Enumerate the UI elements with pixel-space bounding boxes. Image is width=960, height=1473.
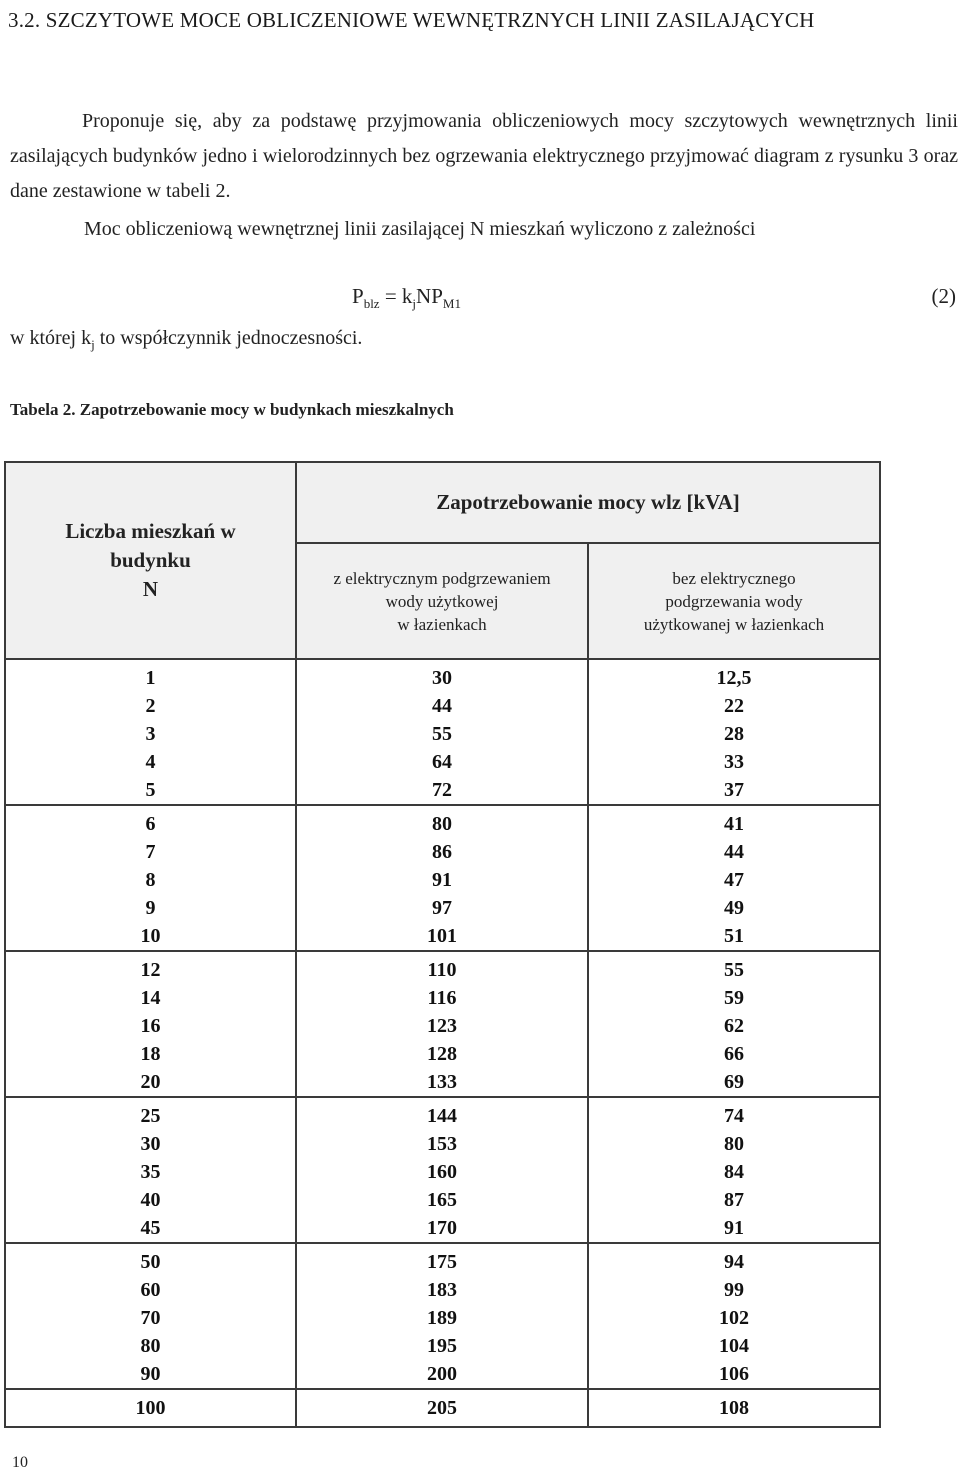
without-heating-values-cell [588, 1097, 880, 1243]
table-cell-value: 183 [427, 1279, 457, 1301]
table-row-group [5, 1389, 880, 1427]
table-cell-value: 69 [724, 1071, 744, 1093]
table-cell-value: 70 [140, 1307, 161, 1329]
table-cell-value: 55 [724, 959, 744, 981]
table-cell-value: 200 [427, 1363, 457, 1385]
table-cell-value: 108 [719, 1397, 749, 1419]
table-cell-value: 40 [140, 1189, 161, 1211]
table-cell-value: 101 [427, 925, 457, 947]
table-body [5, 462, 880, 1427]
col-with-heating-header-line: wody użytkowej [385, 591, 499, 611]
formula-np: NP [416, 284, 443, 308]
table-cell-value: 64 [432, 751, 452, 773]
table-cell-value: 170 [427, 1217, 457, 1239]
table-cell-value: 6 [145, 813, 156, 835]
table-cell-value: 104 [719, 1335, 749, 1357]
table-cell-value: 74 [724, 1105, 744, 1127]
col-n-header-line: N [142, 577, 159, 601]
table-row-group [5, 951, 880, 1097]
table-cell-value: 44 [724, 841, 744, 863]
table-cell-value: 55 [432, 723, 452, 745]
table-cell-value: 133 [427, 1071, 457, 1093]
table-row-group [5, 659, 880, 805]
col-n-header [5, 462, 296, 659]
with-heating-values-cell [296, 1097, 588, 1243]
page-number: 10 [12, 1454, 28, 1471]
without-heating-values-cell [588, 951, 880, 1097]
formula-equals-k: = k [379, 284, 413, 308]
table-cell-value: 33 [724, 751, 744, 773]
table-cell-value: 59 [724, 987, 744, 1009]
table-cell-value: 99 [724, 1279, 744, 1301]
table-cell-value: 50 [140, 1251, 161, 1273]
table-cell-value: 51 [724, 925, 744, 947]
table-cell-value: 30 [140, 1133, 161, 1155]
table-cell-value: 3 [145, 723, 156, 745]
table-cell-value: 128 [427, 1043, 457, 1065]
intro-paragraph: Proponuje się, aby za podstawę przyjmowania obliczeniowych mocy szczytowych wewnętrznych linii zasilających budynków jedno i wielorodzinnych bez ogrzewania elektrycznego przyjmować diagram z rysunku 3 oraz dane zestawione w tabeli 2. [10, 110, 958, 202]
where-prefix: w której k [10, 327, 92, 349]
table-cell-value: 87 [724, 1189, 744, 1211]
table-cell-value: 8 [145, 869, 156, 891]
table-cell-value: 144 [427, 1105, 457, 1127]
without-heating-values-cell [588, 805, 880, 951]
equation-number: (2) [931, 284, 956, 308]
col-without-heating-header-line: bez elektrycznego [672, 568, 796, 588]
with-heating-values-cell [296, 805, 588, 951]
with-heating-values-cell [296, 659, 588, 805]
n-values-cell [5, 1389, 296, 1427]
where-suffix: to współczynnik jednoczesności. [94, 327, 363, 349]
table-cell-value: 35 [140, 1161, 161, 1183]
n-values-cell [5, 951, 296, 1097]
table-cell-value: 16 [140, 1015, 161, 1037]
table-row-group [5, 1097, 880, 1243]
col-n-header-line: budynku [110, 548, 191, 572]
table-row-group [5, 805, 880, 951]
table-cell-value: 97 [432, 897, 452, 919]
coefficient-explanation [10, 327, 362, 353]
table-cell-value: 28 [724, 723, 744, 745]
n-values-cell [5, 1097, 296, 1243]
n-values-cell [5, 1243, 296, 1389]
without-heating-values-cell [588, 659, 880, 805]
formula-lhs-subscript: blz [363, 296, 380, 312]
table-cell-value: 116 [427, 987, 457, 1009]
table-cell-value: 5 [145, 779, 156, 801]
table-cell-value: 47 [724, 869, 744, 891]
table-cell-value: 80 [432, 813, 452, 835]
where-subscript: j [91, 337, 95, 352]
col-with-heating-header-line: w łazienkach [397, 614, 487, 634]
table-cell-value: 80 [140, 1335, 161, 1357]
table-cell-value: 94 [724, 1251, 744, 1273]
table-cell-value: 84 [724, 1161, 744, 1183]
table-cell-value: 189 [427, 1307, 457, 1329]
table-cell-value: 91 [432, 869, 452, 891]
formula-lhs: P [352, 284, 364, 308]
table-row-group [5, 1243, 880, 1389]
table-cell-value: 91 [724, 1217, 744, 1239]
col-with-heating-header-line: z elektrycznym podgrzewaniem [333, 568, 551, 588]
n-values-cell [5, 659, 296, 805]
table-cell-value: 60 [140, 1279, 161, 1301]
table-cell-value: 44 [432, 695, 452, 717]
table-cell-value: 90 [140, 1363, 161, 1385]
table-cell-value: 106 [719, 1363, 749, 1385]
formula-k-subscript: j [412, 296, 417, 312]
table-cell-value: 62 [724, 1015, 744, 1037]
table-cell-value: 80 [724, 1133, 744, 1155]
table-cell-value: 153 [427, 1133, 457, 1155]
table-cell-value: 86 [432, 841, 452, 863]
table-cell-value: 45 [140, 1217, 161, 1239]
table-cell-value: 175 [427, 1251, 457, 1273]
table-cell-value: 7 [145, 841, 156, 863]
table-cell-value: 123 [427, 1015, 457, 1037]
table-cell-value: 195 [427, 1335, 457, 1357]
formula [352, 284, 461, 312]
with-heating-values-cell [296, 1243, 588, 1389]
without-heating-values-cell [588, 1243, 880, 1389]
table-cell-value: 9 [145, 897, 156, 919]
table-cell-value: 22 [724, 695, 744, 717]
table-cell-value: 30 [432, 667, 452, 689]
table-cell-value: 14 [140, 987, 161, 1009]
table-header-row [5, 462, 880, 543]
section-heading: 3.2. SZCZYTOWE MOCE OBLICZENIOWE WEWNĘTRZNYCH LINII ZASILAJĄCYCH [8, 8, 815, 32]
col-without-heating-header-line: podgrzewania wody [665, 591, 803, 611]
col-without-heating-header [588, 543, 880, 659]
table-cell-value: 165 [427, 1189, 457, 1211]
without-heating-values-cell [588, 1389, 880, 1427]
table-cell-value: 12,5 [716, 667, 752, 689]
table-cell-value: 2 [145, 695, 156, 717]
table-cell-value: 110 [427, 959, 457, 981]
table-cell-value: 12 [140, 959, 161, 981]
table-cell-value: 18 [140, 1043, 161, 1065]
formula-intro-paragraph: Moc obliczeniową wewnętrznej linii zasilającej N mieszkań wyliczono z zależności [84, 218, 756, 240]
formula-np-subscript: M1 [442, 296, 461, 312]
table-cell-value: 37 [724, 779, 744, 801]
col-without-heating-header-line: użytkowanej w łazienkach [643, 614, 825, 634]
group-header: Zapotrzebowanie mocy wlz [kVA] [296, 462, 880, 543]
table-cell-value: 4 [145, 751, 156, 773]
table-cell-value: 160 [427, 1161, 457, 1183]
col-with-heating-header [296, 543, 588, 659]
table-cell-value: 102 [719, 1307, 749, 1329]
table-cell-value: 100 [135, 1397, 166, 1419]
col-n-header-line: Liczba mieszkań w [65, 519, 236, 543]
table-cell-value: 41 [724, 813, 744, 835]
table-cell-value: 72 [432, 779, 452, 801]
table-caption: Tabela 2. Zapotrzebowanie mocy w budynkach mieszkalnych [10, 400, 454, 419]
table-cell-value: 205 [427, 1397, 457, 1419]
table-cell-value: 1 [145, 667, 156, 689]
table-cell-value: 25 [140, 1105, 161, 1127]
table-cell-value: 20 [140, 1071, 161, 1093]
n-values-cell [5, 805, 296, 951]
power-demand-table [4, 461, 881, 1428]
table-cell-value: 10 [140, 925, 161, 947]
table-cell-value: 49 [724, 897, 744, 919]
with-heating-values-cell [296, 1389, 588, 1427]
with-heating-values-cell [296, 951, 588, 1097]
table-cell-value: 66 [724, 1043, 744, 1065]
